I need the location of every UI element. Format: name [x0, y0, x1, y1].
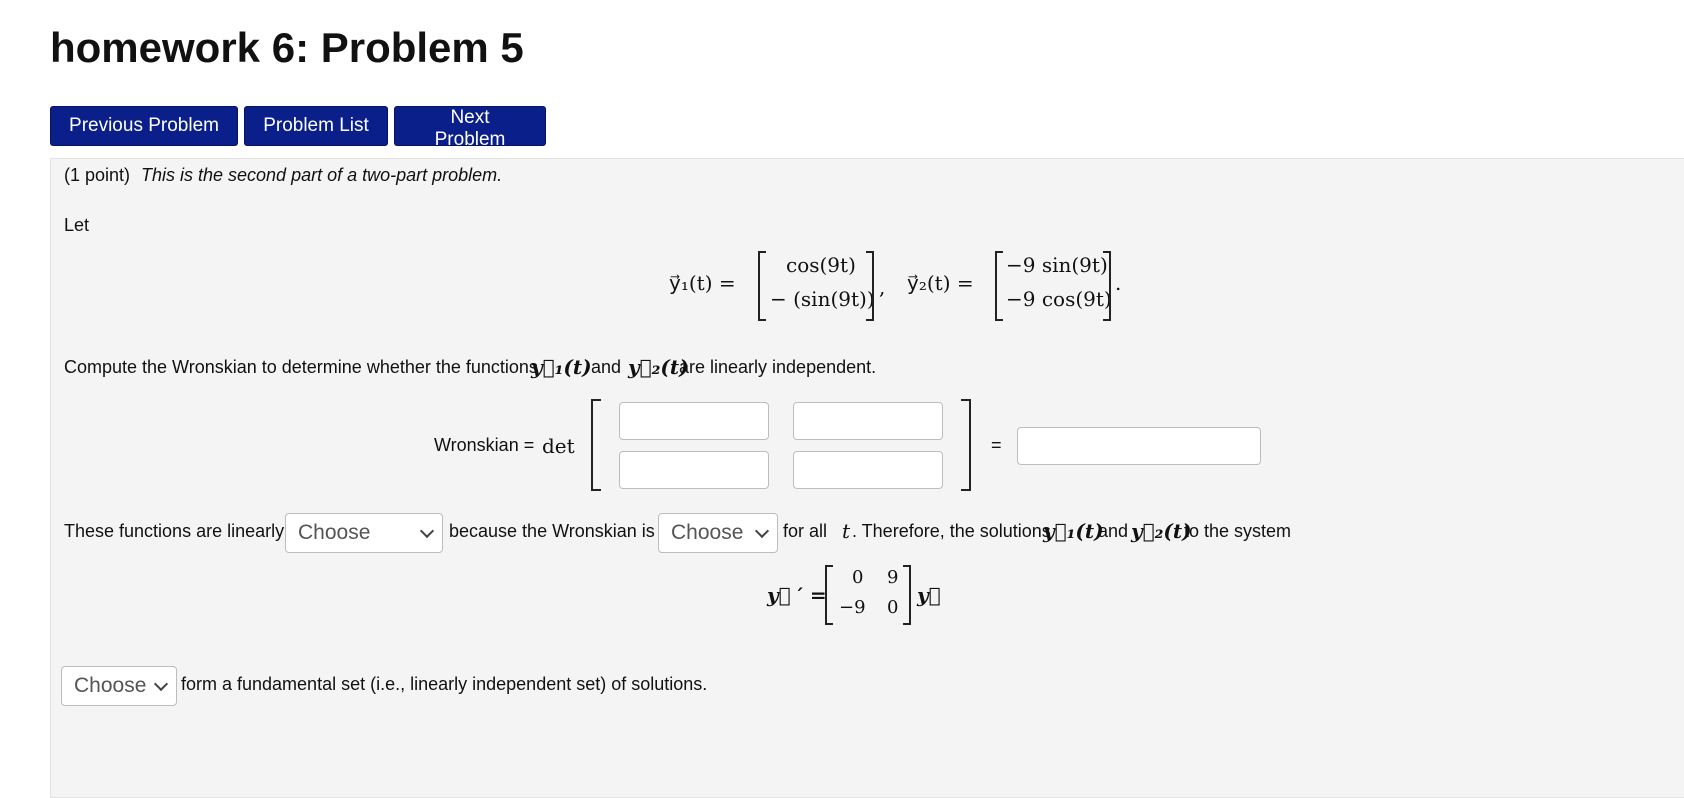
- next-problem-button[interactable]: Next Problem: [394, 106, 546, 146]
- y1-bracket-right: [866, 251, 874, 321]
- y1-bracket-left: [758, 251, 766, 321]
- system-rhs: y⃗: [917, 583, 941, 607]
- chevron-down-icon: [755, 524, 769, 538]
- sentence-part-4: . Therefore, the solutions: [852, 521, 1051, 541]
- y2-top: −9 sin(9t): [1006, 253, 1108, 277]
- y2-inline: y⃗₂(t): [628, 355, 689, 379]
- y2-bottom: −9 cos(9t): [1006, 287, 1112, 311]
- independence-select[interactable]: [285, 513, 443, 553]
- matrix-bracket-left: [591, 399, 601, 491]
- system-lhs: y⃗ ′ =: [767, 583, 827, 607]
- wronskian-entry-11[interactable]: [619, 402, 769, 440]
- and-text-2: and: [1098, 521, 1129, 541]
- system-m12: 9: [887, 567, 899, 588]
- system-m22: 0: [887, 597, 899, 618]
- comma: ,: [879, 275, 886, 299]
- wronskian-select-value: Choose: [671, 521, 744, 544]
- y1-inline: y⃗₁(t): [531, 355, 592, 379]
- y1-label: y⃗₁(t) =: [669, 271, 736, 295]
- problem-list-button[interactable]: Problem List: [244, 106, 388, 146]
- fundamental-set-select[interactable]: [61, 666, 177, 706]
- problem-body: [50, 158, 1684, 798]
- let-text: Let: [64, 215, 90, 235]
- y1-top: cos(9t): [786, 253, 856, 277]
- wronskian-entry-22[interactable]: [793, 451, 943, 489]
- y2-bracket-left: [995, 251, 1003, 321]
- system-bracket-right: [903, 565, 911, 625]
- wronskian-entry-21[interactable]: [619, 451, 769, 489]
- system-m21: −9: [839, 597, 866, 618]
- period: .: [1115, 271, 1122, 295]
- y1-inline-2: y⃗₁(t): [1043, 519, 1104, 543]
- sentence-part-1: These functions are linearly: [64, 521, 285, 541]
- wronskian-label: Wronskian =: [434, 435, 535, 455]
- equals-sign: =: [991, 435, 1002, 455]
- previous-problem-button[interactable]: Previous Problem: [50, 106, 238, 146]
- wronskian-entry-12[interactable]: [793, 402, 943, 440]
- page-title: homework 6: Problem 5: [50, 24, 524, 71]
- chevron-down-icon: [154, 677, 168, 691]
- compute-prefix: Compute the Wronskian to determine whether the functions: [64, 357, 538, 377]
- matrix-bracket-right: [961, 399, 971, 491]
- y2-inline-2: y⃗₂(t): [1131, 519, 1192, 543]
- system-bracket-left: [825, 565, 833, 625]
- y1-bottom: − (sin(9t)): [770, 287, 875, 311]
- chevron-down-icon: [420, 524, 434, 538]
- wronskian-select[interactable]: [658, 513, 778, 553]
- intro-text: This is the second part of a two-part problem.: [141, 165, 503, 185]
- independence-select-value: Choose: [298, 521, 371, 544]
- final-sentence: form a fundamental set (i.e., linearly independent set) of solutions.: [181, 674, 708, 694]
- wronskian-value-input[interactable]: [1017, 427, 1261, 465]
- fundamental-set-select-value: Choose: [74, 674, 147, 697]
- sentence-part-3: for all: [783, 521, 828, 541]
- problem-navigation: [50, 106, 546, 150]
- y2-bracket-right: [1103, 251, 1111, 321]
- points-text: (1 point): [64, 165, 131, 185]
- compute-suffix: are linearly independent.: [679, 357, 877, 377]
- sentence-part-5: to the system: [1184, 521, 1292, 541]
- system-m11: 0: [852, 567, 864, 588]
- y2-label: y⃗₂(t) =: [907, 271, 974, 295]
- sentence-part-2: because the Wronskian is: [449, 521, 655, 541]
- and-text: and: [591, 357, 622, 377]
- t-variable: t: [842, 519, 851, 543]
- det-text: det: [542, 434, 575, 458]
